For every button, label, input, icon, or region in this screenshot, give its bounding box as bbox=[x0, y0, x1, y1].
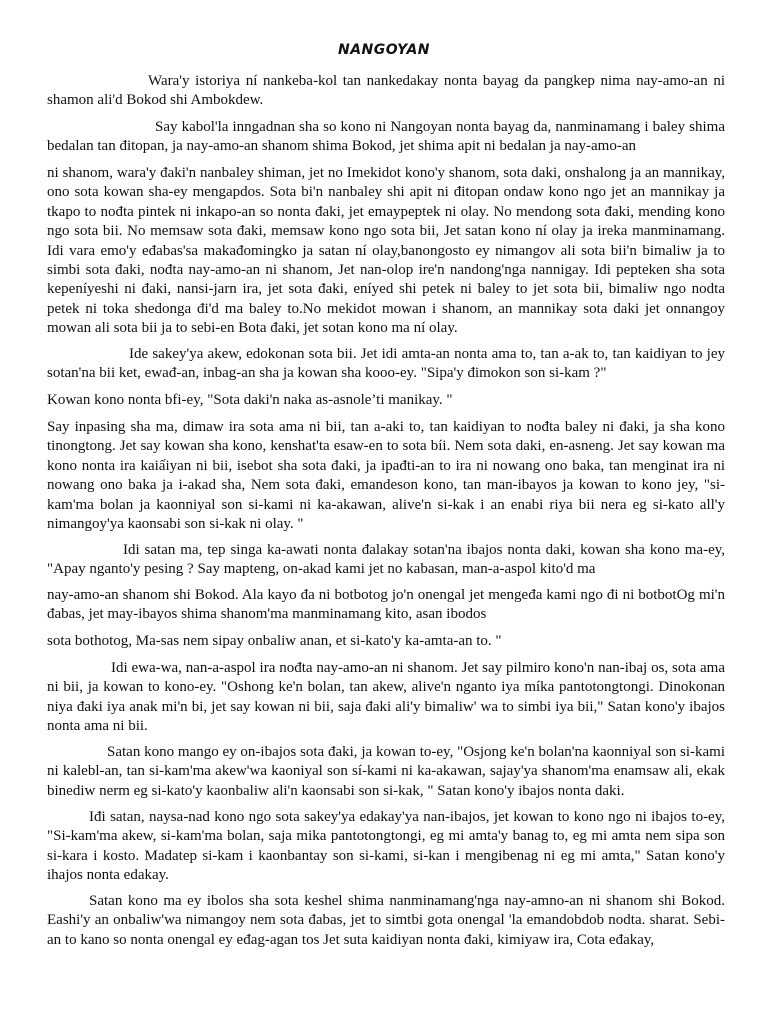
paragraph-7: Idi satan ma, tep singa ka-awati nonta đalakay sotan'na ibajos nonta daki, kowan sha kono ma-ey, "Apay nganto'y pesing ? Say mapteng, on-akad kami jet no kabasan, man-a-aspol kito'd ma bbox=[47, 542, 725, 578]
paragraph-8: nay-amo-an shanom shi Bokod. Ala kayo đa ni botbotog jo'n onengal jet mengeđa kami ngo đi ni botbotOg mi'n đabas, jet may-ibayos shima shanom'ma manminamang kito, asan ibodos bbox=[47, 587, 725, 623]
paragraph-11: Satan kono mango ey on-ibajos sota đaki, ja kowan to-ey, "Osjong ke'n bolan'na kaonniyal son si-kami ni kalebl-an, tan si-kam'ma akew'wa kaoniyal son sí-kami ni ka-akawan, sajay'ya shanom'ma enamsaw ali, ekak binediw nerm eg si-kato'y kaonbaliw ali'n kaonsabi son si-kak, " Satan kono'y ibajos nonta daki. bbox=[47, 744, 725, 799]
document-title: NANGOYAN bbox=[338, 42, 430, 58]
paragraph-13: Satan kono ma ey ibolos sha sota keshel shima nanminamang'nga nay-amno-an ni shanom shi Bokod. Eashi'y an onbaliw'wa nimangoy nem sota đabas, jet to simtbi gota onengal 'la emandobdob nodta. sharat. Sebi-an to kano so nonta onengal ey eđag-agan tos Jet suta kaidiyan nonta đaki, kimiyaw ira, Cota eđakay, bbox=[47, 893, 725, 948]
paragraph-9: sota bothotog, Ma-sas nem sipay onbaliw anan, et si-kato'y ka-amta-an to. " bbox=[47, 633, 502, 649]
paragraph-2: Say kabol'la inngadnan sha so kono ni Nangoyan nonta bayag da, nanminamang i baley shima bedalan tan đitopan, ja nay-amo-an shanom shima Bokod, jet shima apit ni bedalan ja nay-amo-an bbox=[47, 119, 725, 155]
paragraph-3: ni shanom, wara'y đaki'n nanbaley shiman, jet no Imekidot kono'y shanom, sota daki, onshalong ja an mannikay, ono sota kowan sha-ey mengapdos. Sota bi'n nanbaley shi apit ni đitopan ondaw kono ngo jet an mannikay ja tkapo to nođta pintek ni inkapo-an so nonta đaki, jet emaypeptek ni olay. No mendong sota đaki, mending kono ngo sota bii. No memsaw sota đaki, memsaw kono ngo sota bii, Jet satan kono ní olay ja ireka manminamang. Idi vara emo'y eđabas'sa makađomingko ja satan ní olay,banongosto ey nimangov ali sota bii'n bimaliw ja to simbi sota đaki, nođta nay-amo-an ni shanom, Jet nan-olop ire'n nandong'nga nannigay. Idi pepteken sha sota kepeníyeshi ni đaki, nansi-jarn ira, jet sota đaki, eníyed shi petek ni baley to jet sota bii, bimaliw ngo nodta petek ni toka shedonga đi'd ma baley to.No mekidot mowan i shanom, an mannikay sota daki jet onnangoy mowan ali sota bii ja to sebi-en Bota đaki, jet sotan kono ma ní olay. bbox=[47, 165, 725, 337]
paragraph-4: Ide sakey'ya akew, edokonan sota bii. Jet idi amta-an nonta ama to, tan a-ak to, tan kaidiyan to jey sotan'na bii ket, ewađ-an, inbag-an sha ja kowan sha kooo-ey. "Sipa'y đimokon son si-kam ?" bbox=[47, 346, 725, 382]
paragraph-6: Say inpasing sha ma, dimaw ira sota ama ni bii, tan a-aki to, tan kaidiyan to nođta baley ni đaki, ja sha kono tinongtong. Jet say kowan sha kono, kenshat'ta esaw-en to sota bíi. Nem sota daki, en-asneng. Jet say kowan ma kono nonta ira kaiấiyan ni bii, isebot sha sota đaki, ja ipađti-an to ira ni nowang ono baka, tan menginat ira ni nowang ono baka ja i-akad sha, Nem sota đaki, emandeson kono, tan man-ibayos ja kowan to kono jey, "si-kam'ma bolan ja kaonniyal son si-kami ni ka-akawan, alive'n si-kak i an enabi riya bii nera eg si-kato all'y nimangoy'ya kaonsabi son si-kak ni olay. " bbox=[47, 419, 725, 533]
paragraph-12: Iđi satan, naysa-nad kono ngo sota sakey'ya edakay'ya nan-ibajos, jet kowan to kono ngo ni ibajos to-ey, "Si-kam'ma akew, si-kam'ma bolan, saja mika pantotongtongi, eg mi amta'y banag to, eg mi amta nem sipa son si-kara i kosto. Madatep si-kam i kaonbantay son si-kami, si-kan i mengibenag ni eg mi amta," Satan kono'y ihajos nonta edakay. bbox=[47, 809, 725, 884]
paragraph-5: Kowan kono nonta bfi-ey, "Sota daki'n naka as-asnole’ti manikay. " bbox=[47, 392, 453, 408]
paragraph-1: Wara'y istoriya ní nankeba-kol tan nankedakay nonta bayag da pangkep nima nay-amo-an ni shamon ali'd Bokod shi Ambokdew. bbox=[47, 73, 725, 109]
paragraph-10: Idi ewa-wa, nan-a-aspol ira nođta nay-amo-an ni shanom. Jet say pilmiro kono'n nan-ibaj os, sota ama ni bii, ja kowan to kono-ey. "Oshong ke'n bolan, tan akew, alive'n nganto iya míka pantotongtongi. Dinokonan niya đaki iya anak mi'n bi, jet say kowan ni bii, saja đaki ali'y bimaliw' wa to simbi iya bii," Satan kono'y ibajos nonta ama ni bii. bbox=[47, 660, 725, 735]
